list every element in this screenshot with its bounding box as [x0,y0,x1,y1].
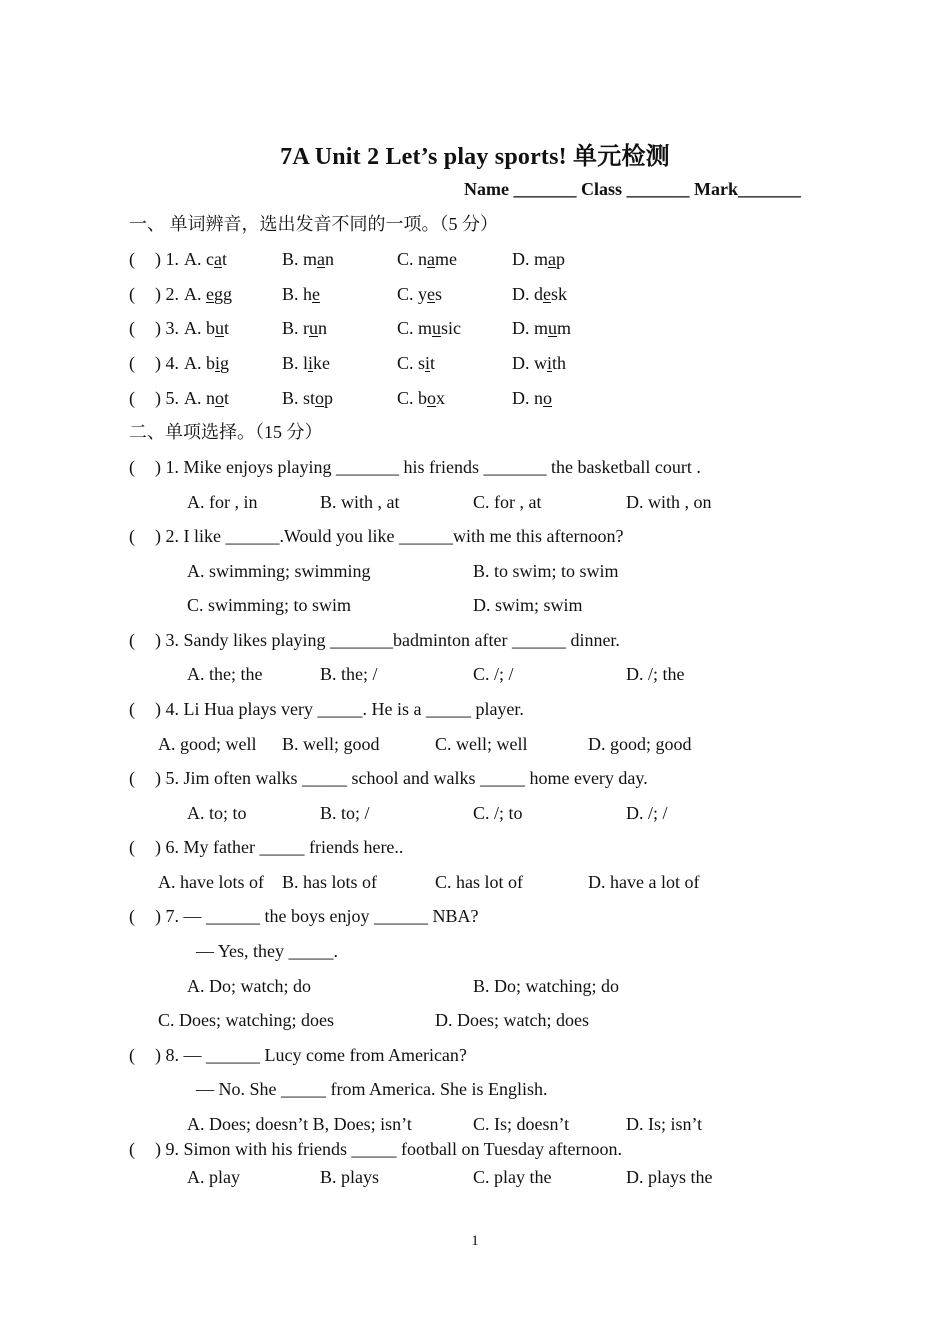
underlined-letter: a [214,249,222,269]
q6-option-d: D. have a lot of [588,872,700,892]
underlined-letter: e [427,284,436,304]
phonics-q3-number: ) 3. [155,318,179,338]
q5-stem: ) 5. Jim often walks _____ school and walks _____ home every day. [155,768,648,788]
underlined-letter: u [432,318,442,338]
q4-bracket: ( [129,699,135,719]
q4-stem: ) 4. Li Hua plays very _____. He is a _____ player. [155,699,524,719]
phonics-q1-option-d: D. map [512,249,565,269]
phonics-q2-option-d: D. desk [512,284,568,304]
underlined-letter: i [547,353,553,373]
phonics-q3-option-d: D. mum [512,318,572,338]
phonics-q4-option-a: A. big [184,353,230,373]
q7-option-c: C. Does; watching; does [158,1010,334,1030]
q8-reply: — No. She _____ from America. She is English. [196,1079,548,1099]
q3-stem: ) 3. Sandy likes playing _______badminton after ______ dinner. [155,630,620,650]
phonics-q2-bracket: ( [129,284,135,304]
underlined-letter: e [206,284,214,304]
q8-option-ab: A. Does; doesn’t B, Does; isn’t [187,1114,412,1134]
q3-option-a: A. the; the [187,664,263,684]
q9-bracket: ( [129,1139,135,1159]
q5-option-d: D. /; / [626,803,668,823]
q2-bracket: ( [129,526,135,546]
q5-option-b: B. to; / [320,803,370,823]
q7-option-d: D. Does; watch; does [435,1010,589,1030]
underlined-letter: o [543,388,552,408]
q7-option-a: A. Do; watch; do [187,976,311,996]
underlined-letter: o [315,388,325,408]
underlined-letter: e [543,284,551,304]
page-title: 7A Unit 2 Let’s play sports! 单元检测 [280,144,670,170]
underlined-letter: a [427,249,436,269]
student-info-line: Name _______ Class _______ Mark_______ [464,179,801,199]
q9-option-b: B. plays [320,1167,380,1187]
q7-stem: ) 7. — ______ the boys enjoy ______ NBA? [155,906,479,926]
phonics-q2-option-a: A. egg [184,284,232,304]
phonics-q4-number: ) 4. [155,353,179,373]
q3-bracket: ( [129,630,135,650]
underlined-letter: i [215,353,221,373]
phonics-q5-bracket: ( [129,388,135,408]
underlined-letter: u [215,318,224,338]
q1-option-c: C. for , at [473,492,542,512]
q8-bracket: ( [129,1045,135,1065]
q6-bracket: ( [129,837,135,857]
q2-option-c: C. swimming; to swim [187,595,352,615]
q4-option-b: B. well; good [282,734,380,754]
phonics-q3-option-c: C. music [397,318,462,338]
phonics-q3-bracket: ( [129,318,135,338]
q6-option-a: A. have lots of [158,872,264,892]
page-number: 1 [471,1233,479,1249]
underlined-letter: a [317,249,326,269]
phonics-q2-option-b: B. he [282,284,321,304]
phonics-q4-option-b: B. like [282,353,331,373]
phonics-q5-option-b: B. stop [282,388,334,408]
q7-reply: — Yes, they _____. [196,941,339,961]
phonics-q2-option-c: C. yes [397,284,443,304]
underlined-letter: o [215,388,224,408]
phonics-q4-option-d: D. with [512,353,567,373]
underlined-letter: a [548,249,556,269]
section1-heading: 一、 单词辨音，选出发音不同的一项。（5 分） [129,214,498,234]
q1-bracket: ( [129,457,135,477]
q4-option-a: A. good; well [158,734,257,754]
underlined-letter: u [548,318,557,338]
underlined-letter: e [312,284,321,304]
q3-option-b: B. the; / [320,664,378,684]
phonics-q1-bracket: ( [129,249,135,269]
q7-bracket: ( [129,906,135,926]
q2-stem: ) 2. I like ______.Would you like ______with me this afternoon? [155,526,624,546]
phonics-q1-number: ) 1. [155,249,179,269]
q4-option-c: C. well; well [435,734,528,754]
phonics-q3-option-a: A. but [184,318,230,338]
section2-heading: 二、单项选择。（15 分） [129,422,323,442]
q8-option-d: D. Is; isn’t [626,1114,703,1134]
phonics-q1-option-b: B. man [282,249,335,269]
phonics-q1-option-c: C. name [397,249,458,269]
q3-option-d: D. /; the [626,664,685,684]
q6-option-b: B. has lots of [282,872,378,892]
phonics-q4-option-c: C. sit [397,353,436,373]
q9-option-d: D. plays the [626,1167,713,1187]
underlined-letter: i [425,353,431,373]
phonics-q5-option-d: D. no [512,388,552,408]
phonics-q1-option-a: A. cat [184,249,228,269]
q7-option-b: B. Do; watching; do [473,976,619,996]
phonics-q5-option-a: A. not [184,388,230,408]
underlined-letter: u [309,318,318,338]
phonics-q5-option-c: C. box [397,388,446,408]
q3-option-c: C. /; / [473,664,514,684]
q8-stem: ) 8. — ______ Lucy come from American? [155,1045,467,1065]
q9-option-a: A. play [187,1167,240,1187]
q6-stem: ) 6. My father _____ friends here.. [155,837,404,857]
q1-option-d: D. with , on [626,492,712,512]
phonics-q4-bracket: ( [129,353,135,373]
underlined-letter: i [308,353,314,373]
phonics-q5-number: ) 5. [155,388,179,408]
q1-option-a: A. for , in [187,492,258,512]
q5-bracket: ( [129,768,135,788]
q9-stem: ) 9. Simon with his friends _____ football on Tuesday afternoon. [155,1139,622,1159]
q2-option-a: A. swimming; swimming [187,561,371,581]
q4-option-d: D. good; good [588,734,692,754]
phonics-q2-number: ) 2. [155,284,179,304]
q8-option-c: C. Is; doesn’t [473,1114,570,1134]
q5-option-c: C. /; to [473,803,523,823]
q9-option-c: C. play the [473,1167,552,1187]
q6-option-c: C. has lot of [435,872,523,892]
q1-option-b: B. with , at [320,492,400,512]
phonics-q3-option-b: B. run [282,318,327,338]
q5-option-a: A. to; to [187,803,247,823]
q2-option-d: D. swim; swim [473,595,583,615]
q2-option-b: B. to swim; to swim [473,561,619,581]
underlined-letter: o [427,388,437,408]
q1-stem: ) 1. Mike enjoys playing _______ his friends _______ the basketball court . [155,457,701,477]
